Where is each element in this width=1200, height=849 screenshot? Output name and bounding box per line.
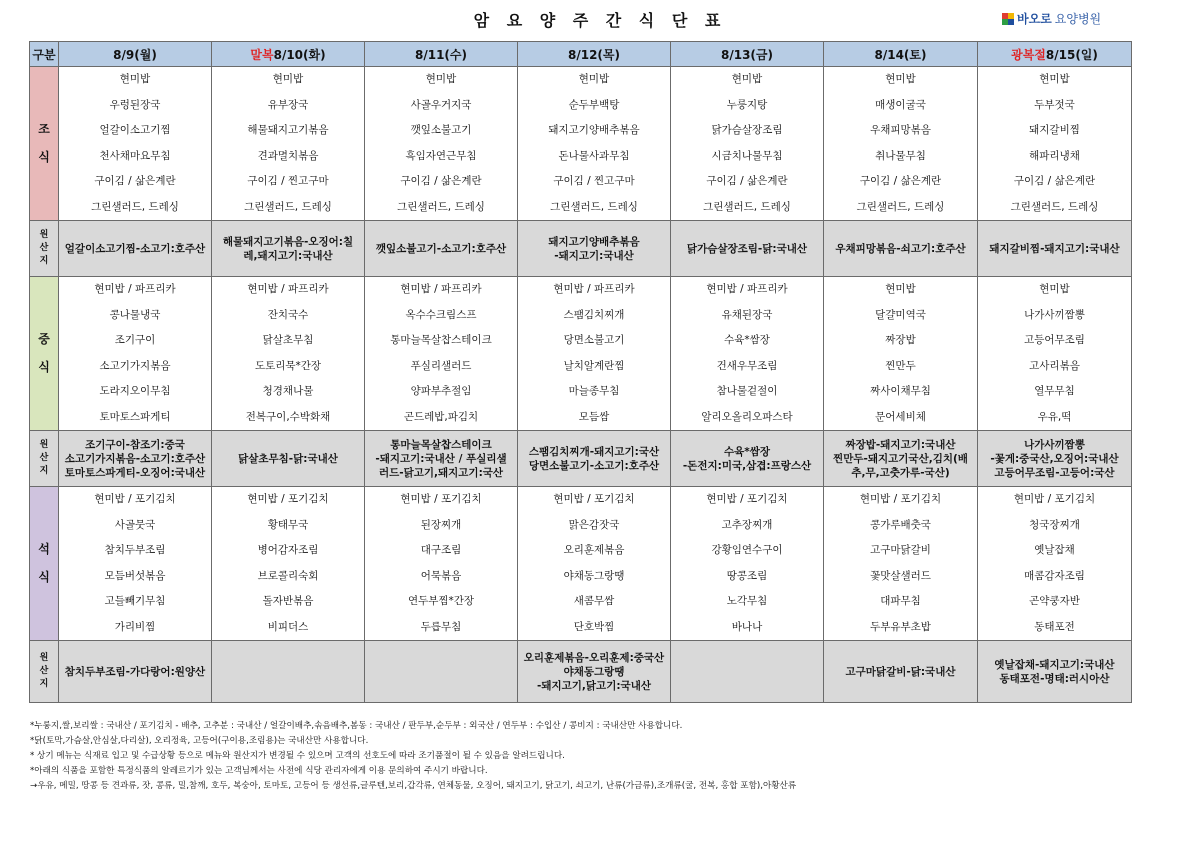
menu-item: 도토리묵*간장 <box>254 359 322 372</box>
day-header <box>518 42 671 67</box>
menu-item: 고구마닭갈비 <box>870 544 931 556</box>
origin-cell <box>671 641 824 703</box>
origin-cell <box>212 641 365 703</box>
menu-item: 우유,떡 <box>1037 410 1072 423</box>
menu-item: 깻잎소불고기 <box>410 124 472 136</box>
origin-text: -돈전지:미국,삼겹:프랑스산 <box>682 459 812 472</box>
origin-text: 옛날잡채-돼지고기:국내산 <box>994 658 1115 671</box>
menu-item: 곤드레밥,파김치 <box>403 410 479 423</box>
origin-cell <box>518 641 671 703</box>
menu-item: 그린샐러드, 드레싱 <box>856 200 945 213</box>
menu-item: 현미밥 <box>1039 73 1070 85</box>
menu-item: 현미밥 / 포기김치 <box>1013 493 1096 505</box>
meal-label-char: 식 <box>38 149 50 164</box>
origin-text: 레,돼지고기:국내산 <box>243 249 333 262</box>
origin-cell <box>212 221 365 277</box>
menu-item: 현미밥 / 파프리카 <box>553 283 635 295</box>
menu-cell <box>212 277 365 431</box>
menu-item: 비피더스 <box>267 620 309 633</box>
menu-item: 연두부찜*간장 <box>407 595 475 607</box>
menu-item: 현미밥 <box>731 73 763 85</box>
dinner-label <box>30 487 59 641</box>
meal-label-char: 식 <box>38 359 50 374</box>
origin-text: 짜장밥-돼지고기:국내산 <box>845 438 956 451</box>
notes <box>30 719 796 794</box>
menu-cell <box>978 487 1132 641</box>
day-header <box>978 42 1132 67</box>
menu-item: 현미밥 <box>119 73 151 85</box>
origin-text: 찐만두-돼지고기국산,김치(배 <box>833 452 968 465</box>
day-prefix: 광복절 <box>1011 47 1046 62</box>
menu-cell <box>824 67 978 221</box>
origin-cell <box>59 221 212 277</box>
menu-item: 오리훈제볶음 <box>563 544 625 556</box>
origin-text: 해물돼지고기볶음-오징어:칠 <box>222 235 354 248</box>
menu-item: 유부장국 <box>267 98 309 111</box>
menu-item: 현미밥 / 포기김치 <box>247 493 329 505</box>
menu-item: 누룽지탕 <box>726 98 768 111</box>
menu-cell <box>365 277 518 431</box>
menu-item: 돼지고기양배추볶음 <box>548 124 640 136</box>
origin-label <box>30 431 59 487</box>
origin-cell <box>518 221 671 277</box>
menu-item: 구이김 / 삶은계란 <box>859 175 942 187</box>
menu-cell <box>365 67 518 221</box>
menu-item: 나가사끼짬뽕 <box>1024 308 1085 321</box>
menu-cell <box>518 487 671 641</box>
menu-cell <box>824 487 978 641</box>
menu-item: 알리오올리오파스타 <box>701 410 793 423</box>
origin-label <box>30 221 59 277</box>
menu-item: 어묵볶음 <box>420 569 462 582</box>
menu-item: 구이김 / 찐고구마 <box>247 175 329 187</box>
dinner-row <box>30 487 1132 641</box>
origin-text: 돼지갈비찜-돼지고기:국내산 <box>989 242 1120 255</box>
origin-text: 통마늘목살찹스테이크 <box>390 438 492 451</box>
menu-item: 두부유부초밥 <box>870 620 931 633</box>
lunch-row <box>30 277 1132 431</box>
origin-cell <box>365 221 518 277</box>
origin-text: 닭살초무침-닭:국내산 <box>238 452 338 465</box>
origin-label <box>30 641 59 703</box>
origin-text: 추,무,고춧가루-국산) <box>851 466 950 479</box>
menu-item: 고추장찌개 <box>721 518 773 531</box>
origin-text: 수육*쌈장 <box>723 445 771 458</box>
menu-item: 매생이굴국 <box>875 98 926 111</box>
menu-item: 현미밥 / 파프리카 <box>94 283 176 295</box>
menu-item: 조기구이 <box>114 334 156 346</box>
menu-item: 옥수수크림스프 <box>405 308 477 321</box>
menu-item: 닭살초무침 <box>262 334 314 346</box>
menu-item: 바나나 <box>731 620 763 633</box>
menu-cell <box>518 277 671 431</box>
origin-cell <box>671 431 824 487</box>
menu-item: 동태포전 <box>1034 620 1075 633</box>
menu-item: 돌자반볶음 <box>262 595 314 607</box>
menu-cell <box>59 487 212 641</box>
menu-item: 날치알계란찜 <box>563 359 625 372</box>
menu-cell <box>212 487 365 641</box>
menu-item: 그린샐러드, 드레싱 <box>397 200 485 213</box>
menu-item: 매콤감자조림 <box>1024 569 1085 582</box>
origin-cell <box>59 431 212 487</box>
menu-item: 꽃맛살샐러드 <box>870 569 931 582</box>
day-header <box>212 42 365 67</box>
lunch-label <box>30 277 59 431</box>
menu-item: 현미밥 / 파프리카 <box>706 283 788 295</box>
menu-item: 현미밥 / 포기김치 <box>400 493 482 505</box>
menu-item: 단호박찜 <box>573 620 615 633</box>
origin-label-char: 지 <box>39 256 49 266</box>
menu-item: 닭가슴살장조림 <box>711 124 783 136</box>
menu-cell <box>671 67 824 221</box>
origin-label-char: 산 <box>39 243 49 253</box>
menu-cell <box>59 277 212 431</box>
origin-text: -꽃게:중국산,오징어:국내산 <box>990 452 1119 465</box>
hospital-logo <box>1002 10 1101 27</box>
menu-item: 유채된장국 <box>721 308 773 321</box>
origin-label-char: 지 <box>39 466 49 476</box>
origin-text: 참치두부조림-가다랑어:원양산 <box>64 665 206 678</box>
logo-mark-icon <box>1002 13 1014 25</box>
menu-item: 사골뭇국 <box>114 518 156 531</box>
menu-cell <box>978 67 1132 221</box>
menu-item: 곤약쿵자반 <box>1029 595 1080 607</box>
day-header <box>365 42 518 67</box>
menu-item: 브로콜리숙회 <box>257 569 319 582</box>
menu-cell <box>978 277 1132 431</box>
menu-cell <box>212 67 365 221</box>
menu-item: 구이김 / 삶은계란 <box>94 175 176 187</box>
day-date: 8/13(금) <box>721 47 773 62</box>
menu-item: 스팸김치찌개 <box>563 308 625 321</box>
origin-text: 고등어무조림-고등어:국산 <box>994 466 1115 479</box>
menu-item: 구이김 / 삶은계란 <box>1013 175 1096 187</box>
origin-label-char: 산 <box>39 666 49 676</box>
origin-text: 우채피망볶음-쇠고기:호주산 <box>835 242 966 255</box>
day-date: 8/14(토) <box>874 47 927 62</box>
day-date: 8/11(수) <box>415 47 467 62</box>
menu-item: 사골우거지국 <box>410 98 472 111</box>
menu-item: 그린샐러드, 드레싱 <box>244 200 332 213</box>
menu-cell <box>671 487 824 641</box>
menu-item: 현미밥 <box>272 73 304 85</box>
origin-cell <box>365 641 518 703</box>
menu-item: 그린샐러드, 드레싱 <box>703 200 791 213</box>
origin-text: 깻잎소불고기-소고기:호주산 <box>375 242 507 255</box>
menu-item: 돈나물사과무침 <box>558 149 630 162</box>
header-label: 구분 <box>30 42 59 67</box>
origin-label-char: 지 <box>39 679 49 689</box>
origin-cell <box>978 221 1132 277</box>
meal-label-char: 식 <box>38 569 50 584</box>
menu-item: 구이김 / 삶은계란 <box>400 175 482 187</box>
menu-item: 잔치국수 <box>267 308 309 321</box>
note-line: *누룽지,쌀,보리쌀 : 국내산 / 포기김치 - 배추, 고추분 : 국내산 / 얼갈이배추,솎음배추,봄동 : 국내산 / 판두부,순두부 : 외국산 / 연두부 : 수입산 / 콩비지 : 국내산만 사용합니다. <box>30 721 683 731</box>
menu-item: 현미밥 <box>425 73 457 85</box>
origin-text: -돼지고기:국내산 / 푸실리샐 <box>375 452 507 465</box>
menu-item: 우렁된장국 <box>109 98 161 111</box>
menu-item: 짜장밥 <box>885 334 916 346</box>
breakfast-label <box>30 67 59 221</box>
day-date: 8/12(목) <box>568 47 620 62</box>
logo-brand: 바오로 <box>1017 12 1052 26</box>
menu-item: 현미밥 / 포기김치 <box>553 493 635 505</box>
menu-item: 그린샐러드, 드레싱 <box>1010 200 1099 213</box>
menu-item: 대구조림 <box>420 544 462 556</box>
origin-text: 고구마닭갈비-닭:국내산 <box>845 665 956 678</box>
menu-item: 도라지오이무침 <box>99 385 171 397</box>
menu-item: 시금치나물무침 <box>711 149 783 162</box>
menu-item: 그린샐러드, 드레싱 <box>91 200 179 213</box>
menu-item: 소고기가지볶음 <box>99 359 171 372</box>
dinner-origin-row <box>30 641 1132 703</box>
origin-cell <box>671 221 824 277</box>
origin-cell <box>978 431 1132 487</box>
menu-item: 순두부백탕 <box>568 98 620 111</box>
menu-item: 문어세비체 <box>875 410 926 423</box>
menu-item: 구이김 / 삶은계란 <box>706 175 788 187</box>
menu-item: 모듬쌈 <box>578 410 610 423</box>
note-line: * 상기 메뉴는 식재료 입고 및 수급상황 등으로 메뉴와 원산지가 변경될 수 있으며 고객의 선호도에 따라 조기품절이 될 수 있음을 알려드립니다. <box>30 751 565 761</box>
origin-text: -돼지고기,닭고기:국내산 <box>537 679 651 692</box>
menu-item: 현미밥 / 포기김치 <box>706 493 788 505</box>
origin-cell <box>59 641 212 703</box>
logo-hospital: 요양병원 <box>1054 12 1102 26</box>
breakfast-origin-row <box>30 221 1132 277</box>
menu-item: 취나물무침 <box>875 149 926 162</box>
menu-item: 두릅무침 <box>420 620 462 633</box>
meal-label-char: 중 <box>38 332 50 347</box>
note-line: →우유, 메밀, 땅콩 등 견과류, 잣, 콩류, 밀,참깨, 호두, 복숭아, 토마토, 고등어 등 생선류,글루텐,보리,갑각류, 연체동물, 오징어, 돼지고기, 닭고기, 쇠고기, 난류(가금류),조개류(굴, 전복, 홍합 포함),아황산류 <box>30 781 797 791</box>
day-date: 8/15(일) <box>1045 47 1098 62</box>
menu-item: 참치두부조림 <box>104 544 166 556</box>
weekly-menu-table <box>29 41 1132 703</box>
origin-text: 조기구이-참조기:중국 <box>85 438 185 451</box>
day-date: 8/9(월) <box>113 47 157 62</box>
origin-cell <box>518 431 671 487</box>
lunch-origin-row <box>30 431 1132 487</box>
menu-item: 고들빼기무침 <box>104 595 166 607</box>
menu-item: 청경채나물 <box>262 385 314 397</box>
origin-text: -돼지고기:국내산 <box>554 249 634 262</box>
origin-text: 닭가슴살장조림-닭:국내산 <box>686 242 808 255</box>
origin-cell <box>824 221 978 277</box>
menu-item: 현미밥 / 파프리카 <box>247 283 329 295</box>
menu-item: 통마늘목살찹스테이크 <box>390 334 492 346</box>
breakfast-row <box>30 67 1132 221</box>
menu-item: 황태무국 <box>267 518 309 531</box>
menu-item: 병어감자조림 <box>257 544 319 556</box>
menu-item: 돼지갈비찜 <box>1029 124 1080 136</box>
menu-item: 고등어무조림 <box>1024 334 1085 346</box>
menu-item: 청국장찌개 <box>1029 518 1080 531</box>
menu-item: 가리비찜 <box>114 620 156 633</box>
menu-item: 야채동그랑땡 <box>563 569 625 582</box>
origin-cell <box>824 641 978 703</box>
origin-text: 러드-닭고기,돼지고기:국산 <box>378 466 504 479</box>
menu-item: 마늘종무침 <box>568 385 620 397</box>
menu-item: 수육*쌈장 <box>724 334 770 346</box>
menu-item: 구이김 / 찐고구마 <box>553 175 635 187</box>
menu-item: 그린샐러드, 드레싱 <box>550 200 638 213</box>
day-header <box>824 42 978 67</box>
origin-text: 나가사끼짬뽕 <box>1024 438 1085 451</box>
menu-item: 현미밥 <box>1039 283 1070 295</box>
origin-label-char: 산 <box>39 453 49 463</box>
menu-item: 참나물겉절이 <box>716 385 778 397</box>
origin-cell <box>978 641 1132 703</box>
menu-item: 건새우무조림 <box>716 359 778 372</box>
page-title: 암 요 양 주 간 식 단 표 <box>473 11 727 30</box>
menu-item: 현미밥 <box>578 73 610 85</box>
origin-cell <box>824 431 978 487</box>
menu-item: 땅콩조림 <box>726 569 768 582</box>
menu-item: 현미밥 / 포기김치 <box>94 493 176 505</box>
menu-cell <box>824 277 978 431</box>
menu-item: 콩가루배춧국 <box>870 518 931 531</box>
menu-item: 현미밥 <box>885 283 916 295</box>
origin-label-char: 원 <box>39 440 49 450</box>
origin-text: 얼갈이소고기찜-소고기:호주산 <box>64 242 206 255</box>
origin-text: 토마토스파게티-오징어:국내산 <box>64 466 206 479</box>
day-date: 8/10(화) <box>273 47 326 62</box>
menu-item: 두부젓국 <box>1034 98 1075 111</box>
menu-item: 현미밥 / 포기김치 <box>859 493 942 505</box>
menu-item: 현미밥 <box>885 73 916 85</box>
menu-item: 우채피망볶음 <box>870 124 931 136</box>
menu-item: 새콤무쌈 <box>573 595 615 607</box>
menu-item: 짜사이채무침 <box>870 385 931 397</box>
menu-cell <box>671 277 824 431</box>
menu-item: 모듬버섯볶음 <box>104 569 166 582</box>
menu-item: 푸실리샐러드 <box>410 359 472 372</box>
menu-item: 노각무침 <box>726 595 768 607</box>
menu-item: 흑임자연근무침 <box>405 149 477 162</box>
menu-item: 당면소불고기 <box>563 334 625 346</box>
menu-item: 옛날잡채 <box>1034 544 1075 556</box>
origin-label-char: 원 <box>39 230 49 240</box>
origin-label-char: 원 <box>39 653 49 663</box>
note-line: *닭(토막,가슴살,안심살,다리살), 오리정육, 고등어(구이용,조림용)는 국내산만 사용합니다. <box>30 736 369 746</box>
menu-item: 찐만두 <box>885 359 916 372</box>
header-row <box>30 42 1132 67</box>
day-prefix: 말복 <box>250 47 274 62</box>
menu-item: 고사리볶음 <box>1029 359 1080 372</box>
menu-item: 대파무침 <box>880 595 921 607</box>
origin-text: 소고기가지볶음-소고기:호주산 <box>64 452 206 465</box>
menu-item: 양파부추절임 <box>410 385 472 397</box>
menu-item: 현미밥 / 파프리카 <box>400 283 482 295</box>
note-line: *아래의 식품을 포함한 특정식품의 알레르기가 있는 고객님께서는 사전에 식당 관리자에게 이용 문의하여 주시기 바랍니다. <box>30 766 488 776</box>
day-header <box>59 42 212 67</box>
origin-cell <box>365 431 518 487</box>
menu-cell <box>365 487 518 641</box>
menu-item: 해물돼지고기볶음 <box>247 124 329 136</box>
menu-item: 강황임연수구이 <box>711 544 783 556</box>
menu-item: 콩나물냉국 <box>109 308 161 321</box>
origin-text: 당면소불고기-소고기:호주산 <box>528 459 660 472</box>
menu-item: 견과멸치볶음 <box>257 149 319 162</box>
origin-text: 돼지고기양배추볶음 <box>548 235 640 248</box>
meal-label-char: 석 <box>38 542 50 557</box>
menu-item: 달걀미역국 <box>875 308 926 321</box>
meal-label-char: 조 <box>38 122 50 137</box>
menu-item: 천사채마요무침 <box>99 149 171 162</box>
origin-text: 동태포전-명태:러시아산 <box>999 672 1110 685</box>
day-header <box>671 42 824 67</box>
origin-text: 야채동그랑땡 <box>563 665 625 678</box>
menu-cell <box>518 67 671 221</box>
menu-item: 열무무침 <box>1034 385 1075 397</box>
menu-item: 전복구이,수박화채 <box>245 410 331 423</box>
origin-text: 오리훈제볶음-오리훈제:중국산 <box>523 651 665 664</box>
menu-item: 맑은감잣국 <box>568 518 620 531</box>
menu-item: 얼갈이소고기찜 <box>99 124 171 136</box>
menu-cell <box>59 67 212 221</box>
origin-cell <box>212 431 365 487</box>
menu-item: 된장찌개 <box>420 518 462 531</box>
origin-text: 스팸김치찌개-돼지고기:국산 <box>528 445 660 458</box>
menu-item: 토마토스파게티 <box>99 410 171 423</box>
menu-item: 해파리냉채 <box>1029 149 1080 162</box>
